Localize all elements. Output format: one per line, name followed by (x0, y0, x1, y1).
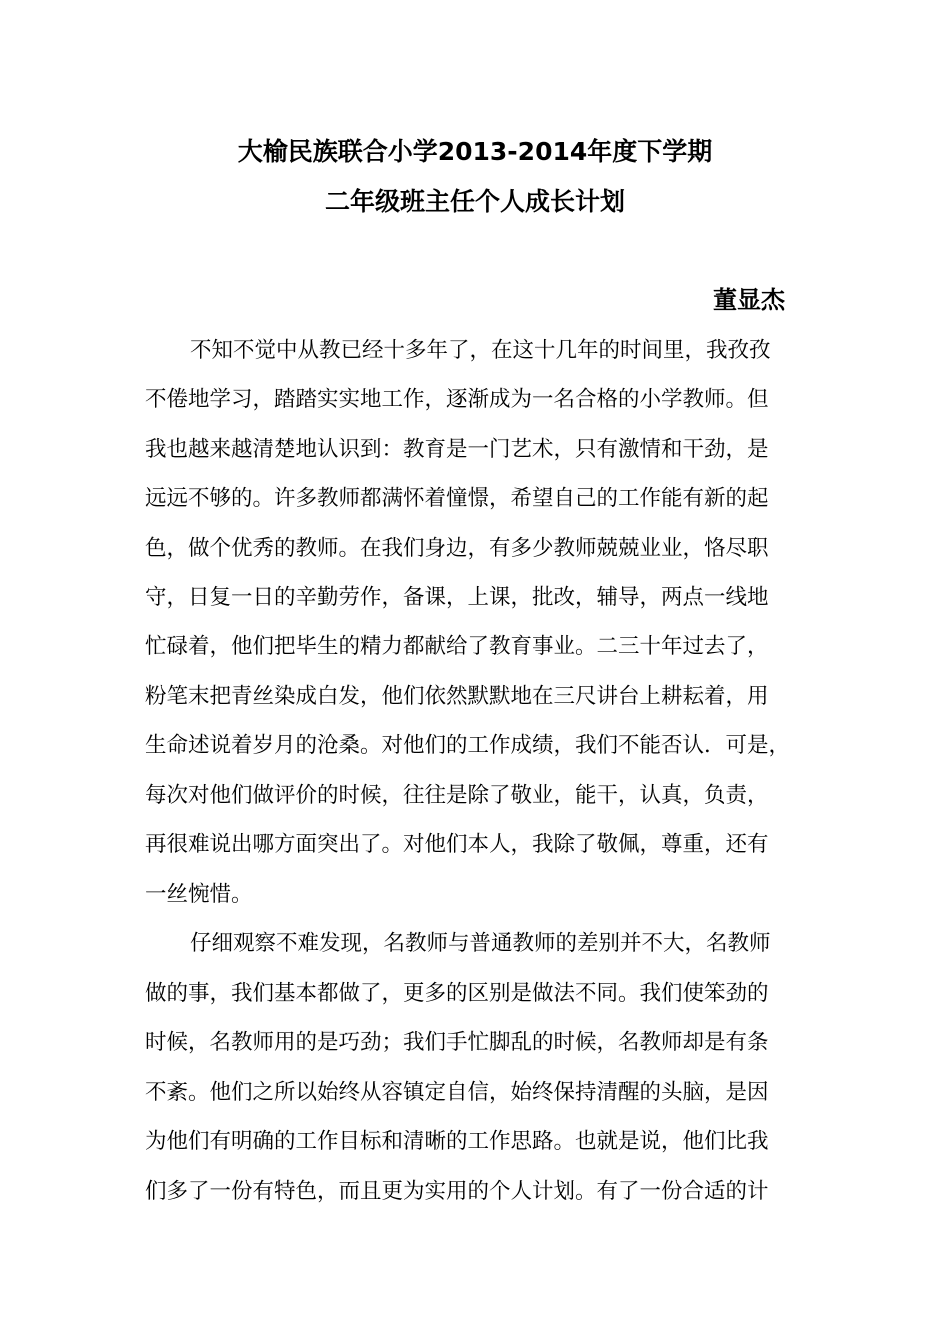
paragraph-2-line: 仔细观察不难发现，名教师与普通教师的差别并不大，名教师 (190, 931, 771, 956)
paragraph-2-line: 做的事，我们基本都做了，更多的区别是做法不同。我们使笨劲的 (145, 981, 769, 1006)
paragraph-1-line: 我也越来越清楚地认识到：教育是一门艺术，只有激情和干劲，是 (145, 437, 769, 462)
paragraph-1-line: 不知不觉中从教已经十多年了，在这十几年的时间里，我孜孜 (190, 338, 771, 363)
paragraph-1-line: 不倦地学习，踏踏实实地工作，逐渐成为一名合格的小学教师。但 (145, 387, 769, 412)
paragraph-2-line: 为他们有明确的工作目标和清晰的工作思路。也就是说，他们比我 (145, 1129, 769, 1154)
paragraph-1-line: 再很难说出哪方面突出了。对他们本人，我除了敬佩，尊重，还有 (145, 832, 769, 857)
document-title-line-2: 二年级班主任个人成长计划 (324, 187, 625, 216)
paragraph-1-line: 忙碌着，他们把毕生的精力都献给了教育事业。二三十年过去了， (145, 634, 769, 659)
paragraph-1-line: 每次对他们做评价的时候，往往是除了敬业，能干，认真，负责， (145, 783, 769, 808)
paragraph-2-line: 不紊。他们之所以始终从容镇定自信，始终保持清醒的头脑，是因 (145, 1080, 769, 1105)
author-name: 董显杰 (713, 286, 785, 314)
document-title-line-1: 大榆民族联合小学2013-2014年度下学期 (237, 137, 713, 166)
paragraph-1-line: 色，做个优秀的教师。在我们身边，有多少教师兢兢业业，恪尽职 (145, 536, 769, 561)
paragraph-1-line: 粉笔末把青丝染成白发，他们依然默默地在三尺讲台上耕耘着，用 (145, 684, 769, 709)
paragraph-1-line: 一丝惋惜。 (145, 882, 253, 907)
paragraph-1-line: 生命述说着岁月的沧桑。对他们的工作成绩，我们不能否认．可是， (145, 733, 791, 758)
paragraph-1-line: 守，日复一日的辛勤劳作，备课，上课，批改，辅导，两点一线地 (145, 585, 769, 610)
paragraph-2-line: 们多了一份有特色，而且更为实用的个人计划。有了一份合适的计 (145, 1179, 769, 1204)
paragraph-1-line: 远远不够的。许多教师都满怀着憧憬，希望自己的工作能有新的起 (145, 486, 769, 511)
paragraph-2-line: 时候，名教师用的是巧劲；我们手忙脚乱的时候，名教师却是有条 (145, 1030, 769, 1055)
